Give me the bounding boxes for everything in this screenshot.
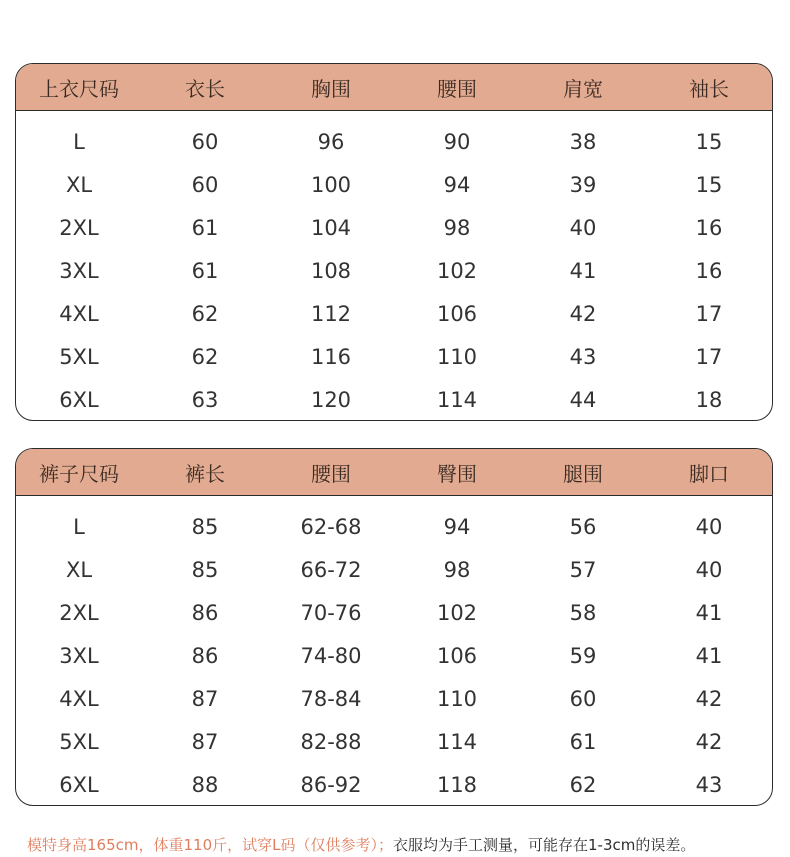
table-cell: L bbox=[73, 129, 85, 154]
table-row bbox=[16, 206, 772, 249]
top-header-waist: 腰围 bbox=[437, 76, 477, 101]
table-cell: 15 bbox=[695, 129, 723, 154]
pants-header-hem: 脚口 bbox=[689, 461, 729, 486]
table-cell: 86-92 bbox=[300, 772, 362, 797]
table-cell: 61 bbox=[191, 258, 219, 283]
table-cell: 16 bbox=[695, 215, 723, 240]
table-row bbox=[16, 591, 772, 634]
table-cell: 6XL bbox=[59, 772, 99, 797]
table-cell: 2XL bbox=[59, 215, 99, 240]
table-cell: 116 bbox=[310, 344, 352, 369]
table-row bbox=[16, 763, 772, 806]
pants-header-waist: 腰围 bbox=[311, 461, 351, 486]
table-cell: 85 bbox=[191, 514, 219, 539]
table-cell: 62 bbox=[191, 344, 219, 369]
table-cell: 85 bbox=[191, 557, 219, 582]
table-cell: 41 bbox=[569, 258, 597, 283]
table-cell: 15 bbox=[695, 172, 723, 197]
table-cell: 86 bbox=[191, 600, 219, 625]
top-table-header bbox=[16, 64, 772, 111]
table-cell: 58 bbox=[569, 600, 597, 625]
table-cell: 3XL bbox=[59, 643, 99, 668]
table-cell: 43 bbox=[569, 344, 597, 369]
table-row bbox=[16, 120, 772, 163]
table-row bbox=[16, 677, 772, 720]
table-cell: 118 bbox=[436, 772, 478, 797]
table-cell: 40 bbox=[695, 557, 723, 582]
table-cell: 5XL bbox=[59, 729, 99, 754]
table-cell: 60 bbox=[191, 129, 219, 154]
table-cell: 63 bbox=[191, 387, 219, 412]
table-cell: 114 bbox=[436, 387, 478, 412]
pants-size-table bbox=[15, 448, 773, 806]
table-cell: 94 bbox=[443, 514, 471, 539]
pants-table-header bbox=[16, 449, 772, 496]
table-cell: 120 bbox=[310, 387, 352, 412]
top-header-chest: 胸围 bbox=[311, 76, 351, 101]
top-header-sleeve: 袖长 bbox=[689, 76, 729, 101]
table-cell: 96 bbox=[317, 129, 345, 154]
table-cell: 98 bbox=[443, 215, 471, 240]
table-cell: 110 bbox=[436, 686, 478, 711]
table-cell: 61 bbox=[569, 729, 597, 754]
top-size-table bbox=[15, 63, 773, 421]
table-cell: 66-72 bbox=[300, 557, 362, 582]
table-cell: 62 bbox=[191, 301, 219, 326]
pants-header-hip: 臀围 bbox=[437, 461, 477, 486]
table-row bbox=[16, 249, 772, 292]
table-cell: 61 bbox=[191, 215, 219, 240]
table-cell: 38 bbox=[569, 129, 597, 154]
table-cell: 16 bbox=[695, 258, 723, 283]
table-row bbox=[16, 378, 772, 421]
table-cell: 60 bbox=[191, 172, 219, 197]
table-cell: 43 bbox=[695, 772, 723, 797]
table-cell: 42 bbox=[695, 686, 723, 711]
table-cell: 39 bbox=[569, 172, 597, 197]
table-cell: 86 bbox=[191, 643, 219, 668]
table-cell: 94 bbox=[443, 172, 471, 197]
table-cell: 108 bbox=[310, 258, 352, 283]
top-table-body bbox=[16, 111, 772, 421]
table-cell: 6XL bbox=[59, 387, 99, 412]
table-cell: 98 bbox=[443, 557, 471, 582]
table-row bbox=[16, 505, 772, 548]
table-cell: 106 bbox=[436, 301, 478, 326]
table-cell: 88 bbox=[191, 772, 219, 797]
table-cell: 56 bbox=[569, 514, 597, 539]
table-cell: 18 bbox=[695, 387, 723, 412]
table-row bbox=[16, 634, 772, 677]
table-cell: 102 bbox=[436, 600, 478, 625]
table-cell: 57 bbox=[569, 557, 597, 582]
top-header-shoulder: 肩宽 bbox=[563, 76, 603, 101]
table-cell: 87 bbox=[191, 686, 219, 711]
table-cell: 100 bbox=[310, 172, 352, 197]
top-header-size: 上衣尺码 bbox=[39, 76, 119, 101]
table-cell: 40 bbox=[569, 215, 597, 240]
table-cell: 114 bbox=[436, 729, 478, 754]
table-cell: 41 bbox=[695, 600, 723, 625]
table-cell: 90 bbox=[443, 129, 471, 154]
model-info-note: 模特身高165cm，体重110斤，试穿L码（仅供参考）； bbox=[27, 836, 393, 854]
table-row bbox=[16, 548, 772, 591]
table-cell: 106 bbox=[436, 643, 478, 668]
table-cell: 40 bbox=[695, 514, 723, 539]
table-row bbox=[16, 163, 772, 206]
footnote bbox=[27, 834, 695, 855]
table-cell: 3XL bbox=[59, 258, 99, 283]
table-cell: 74-80 bbox=[300, 643, 362, 668]
table-row bbox=[16, 720, 772, 763]
table-cell: 102 bbox=[436, 258, 478, 283]
pants-header-length: 裤长 bbox=[185, 461, 225, 486]
table-cell: 4XL bbox=[59, 301, 99, 326]
table-cell: 60 bbox=[569, 686, 597, 711]
table-row bbox=[16, 292, 772, 335]
table-cell: L bbox=[73, 514, 85, 539]
pants-header-thigh: 腿围 bbox=[563, 461, 603, 486]
table-cell: 42 bbox=[695, 729, 723, 754]
table-cell: 87 bbox=[191, 729, 219, 754]
table-cell: XL bbox=[65, 557, 93, 582]
pants-header-size: 裤子尺码 bbox=[39, 461, 119, 486]
table-cell: 42 bbox=[569, 301, 597, 326]
table-cell: 5XL bbox=[59, 344, 99, 369]
table-cell: 62-68 bbox=[300, 514, 362, 539]
table-row bbox=[16, 335, 772, 378]
table-cell: 41 bbox=[695, 643, 723, 668]
top-header-length: 衣长 bbox=[185, 76, 225, 101]
table-cell: 2XL bbox=[59, 600, 99, 625]
table-cell: 78-84 bbox=[300, 686, 362, 711]
table-cell: 110 bbox=[436, 344, 478, 369]
table-cell: 4XL bbox=[59, 686, 99, 711]
table-cell: 82-88 bbox=[300, 729, 362, 754]
table-cell: 62 bbox=[569, 772, 597, 797]
table-cell: 59 bbox=[569, 643, 597, 668]
pants-table-body bbox=[16, 496, 772, 806]
table-cell: 17 bbox=[695, 344, 723, 369]
table-cell: 104 bbox=[310, 215, 352, 240]
table-cell: 17 bbox=[695, 301, 723, 326]
measurement-note: 衣服均为手工测量，可能存在1-3cm的误差。 bbox=[392, 836, 696, 854]
table-cell: 112 bbox=[310, 301, 352, 326]
table-cell: XL bbox=[65, 172, 93, 197]
table-cell: 44 bbox=[569, 387, 597, 412]
table-cell: 70-76 bbox=[300, 600, 362, 625]
